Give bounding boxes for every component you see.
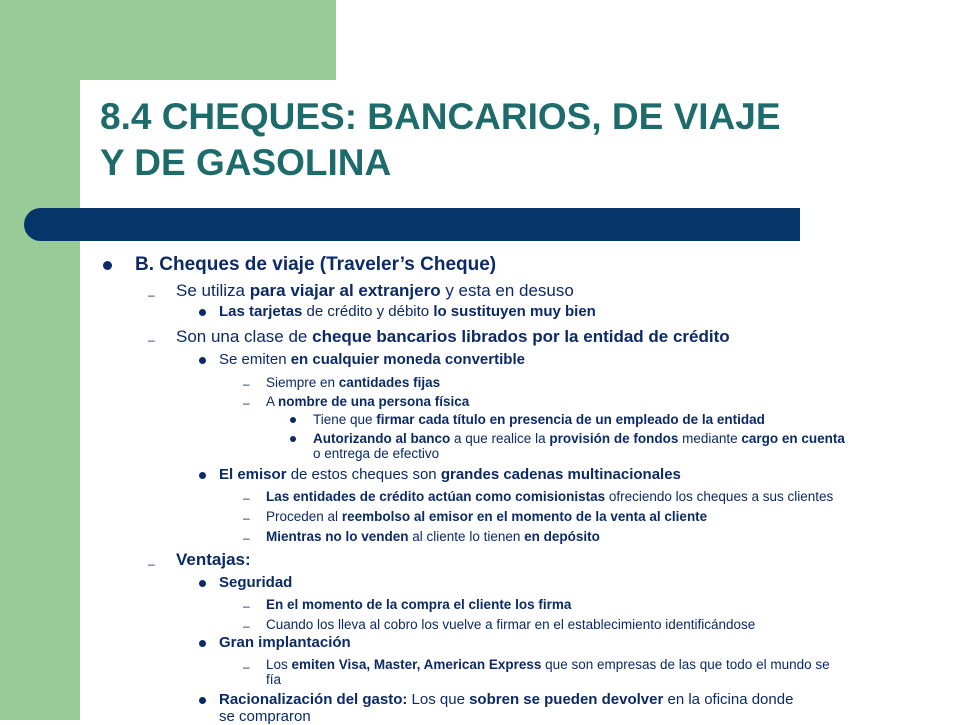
bullet-firma-compra: En el momento de la compra el cliente los firma xyxy=(266,597,572,612)
bullet-firmar: Tiene que firmar cada título en presencia de un empleado de la entidad xyxy=(313,412,765,427)
bullet-dot xyxy=(199,640,206,647)
bullet-cobro: Cuando los lleva al cobro los vuelve a firmar en el establecimiento identificándose xyxy=(266,617,756,632)
bullet-reembolso: Proceden al reembolso al emisor en el momento de la venta al cliente xyxy=(266,509,708,524)
bullet-dot xyxy=(199,472,206,479)
dash-marker: – xyxy=(243,531,250,545)
bullet-dot xyxy=(199,309,206,316)
dash-marker: – xyxy=(148,557,155,571)
dash-marker: – xyxy=(148,288,155,302)
bullet-dot xyxy=(199,357,206,364)
dash-marker: – xyxy=(148,333,155,347)
dash-marker: – xyxy=(243,599,250,613)
bullet-dot xyxy=(199,580,206,587)
dash-marker: – xyxy=(243,396,250,410)
dash-marker: – xyxy=(243,377,250,391)
bullet-deposito: Mientras no lo venden al cliente lo tienen en depósito xyxy=(266,529,600,544)
bullet-comisionistas: Las entidades de crédito actúan como comisionistas ofreciendo los cheques a sus clientes xyxy=(266,489,834,504)
bullet-travelers-cheque: B. Cheques de viaje (Traveler’s Cheque) xyxy=(135,254,497,275)
bullet-dot xyxy=(199,697,206,704)
bullet-dot xyxy=(290,436,296,442)
bullet-implantacion: Gran implantación xyxy=(219,634,351,651)
bullet-dot xyxy=(290,417,296,423)
sub-bullet-clase: Son una clase de cheque bancarios librados por la entidad de crédito xyxy=(176,327,730,346)
bullet-nombre: A nombre de una persona física xyxy=(266,394,470,409)
dash-marker: – xyxy=(243,619,250,633)
bullet-emisores: Los emiten Visa, Master, American Express que son empresas de las que todo el mundo se fía xyxy=(266,657,830,687)
bullet-emisor: El emisor de estos cheques son grandes cadenas multinacionales xyxy=(219,466,681,483)
sub-bullet-uso: Se utiliza para viajar al extranjero y esta en desuso xyxy=(176,281,574,300)
sub-bullet-ventajas: Ventajas: xyxy=(176,550,251,569)
bullet-emiten: Se emiten en cualquier moneda convertible xyxy=(219,351,525,368)
bullet-autorizando: Autorizando al banco a que realice la provisión de fondos mediante cargo en cuenta o entrega de efectivo xyxy=(313,431,845,461)
bullet-cantidades: Siempre en cantidades fijas xyxy=(266,375,441,390)
bullet-tarjetas: Las tarjetas de crédito y débito lo sustituyen muy bien xyxy=(219,303,596,320)
title-line-2: Y DE GASOLINA xyxy=(100,142,392,183)
bullet-dot xyxy=(103,261,112,270)
dash-marker: – xyxy=(243,660,250,674)
bullet-racionalizacion: Racionalización del gasto: Los que sobren se pueden devolver en la oficina donde se compraron xyxy=(219,691,794,725)
dash-marker: – xyxy=(243,491,250,505)
title-line-1: 8.4 CHEQUES: BANCARIOS, DE VIAJE xyxy=(100,96,781,137)
bullet-seguridad: Seguridad xyxy=(219,574,293,591)
dash-marker: – xyxy=(243,511,250,525)
